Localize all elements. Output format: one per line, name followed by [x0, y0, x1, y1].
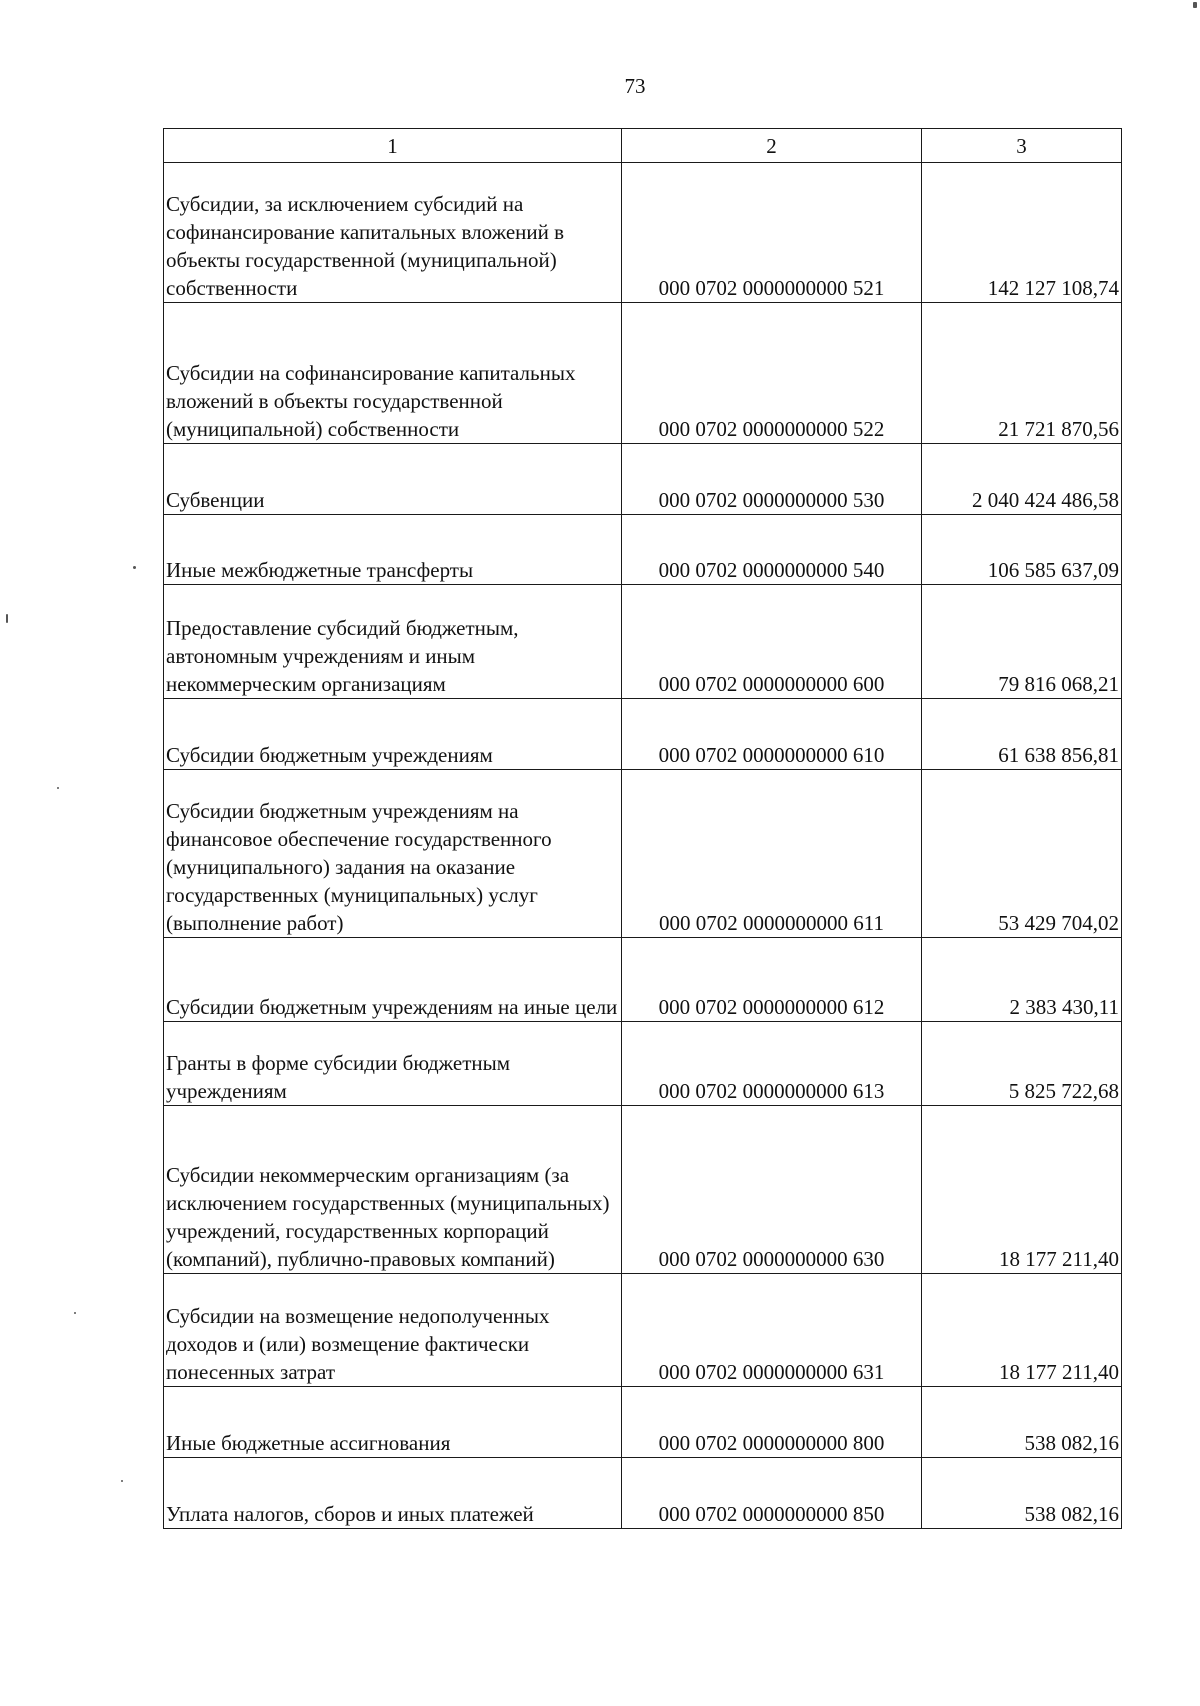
row-name: Субсидии бюджетным учреждениям на иные цели: [164, 938, 622, 1022]
row-amount: 18 177 211,40: [922, 1106, 1122, 1274]
table-row: [164, 163, 1122, 303]
table-row: [164, 444, 1122, 515]
table-row: [164, 1022, 1122, 1106]
row-code: 000 0702 0000000000 611: [622, 770, 922, 938]
row-code: 000 0702 0000000000 800: [622, 1387, 922, 1458]
table-row: [164, 770, 1122, 938]
table-row: [164, 1458, 1122, 1529]
table-row: [164, 1274, 1122, 1387]
row-code: 000 0702 0000000000 610: [622, 699, 922, 770]
row-name: Субсидии на возмещение недополученных доходов и (или) возмещение фактически понесенных затрат: [164, 1274, 622, 1387]
row-code: 000 0702 0000000000 630: [622, 1106, 922, 1274]
row-amount: 142 127 108,74: [922, 163, 1122, 303]
row-amount: 21 721 870,56: [922, 303, 1122, 444]
row-name: Иные межбюджетные трансферты: [164, 515, 622, 585]
row-name: Субсидии на софинансирование капитальных вложений в объекты государственной (муниципальной) собственности: [164, 303, 622, 444]
budget-table: [163, 128, 1122, 1529]
row-code: 000 0702 0000000000 850: [622, 1458, 922, 1529]
table-row: [164, 1387, 1122, 1458]
table-row: [164, 515, 1122, 585]
table-header-row: [164, 129, 1122, 163]
row-code: 000 0702 0000000000 600: [622, 585, 922, 699]
row-name: Предоставление субсидий бюджетным, автономным учреждениям и иным некоммерческим организациям: [164, 585, 622, 699]
table-row: [164, 938, 1122, 1022]
table-row: [164, 1106, 1122, 1274]
row-amount: 538 082,16: [922, 1458, 1122, 1529]
column-header-1: 1: [164, 129, 622, 163]
column-header-2: 2: [622, 129, 922, 163]
row-amount: 53 429 704,02: [922, 770, 1122, 938]
row-amount: 106 585 637,09: [922, 515, 1122, 585]
row-amount: 2 383 430,11: [922, 938, 1122, 1022]
scan-speck: [57, 787, 59, 789]
row-amount: 61 638 856,81: [922, 699, 1122, 770]
row-code: 000 0702 0000000000 631: [622, 1274, 922, 1387]
row-code: 000 0702 0000000000 612: [622, 938, 922, 1022]
row-code: 000 0702 0000000000 530: [622, 444, 922, 515]
row-code: 000 0702 0000000000 521: [622, 163, 922, 303]
row-name: Уплата налогов, сборов и иных платежей: [164, 1458, 622, 1529]
row-amount: 2 040 424 486,58: [922, 444, 1122, 515]
row-name: Иные бюджетные ассигнования: [164, 1387, 622, 1458]
row-code: 000 0702 0000000000 522: [622, 303, 922, 444]
row-amount: 5 825 722,68: [922, 1022, 1122, 1106]
row-name: Субвенции: [164, 444, 622, 515]
row-amount: 79 816 068,21: [922, 585, 1122, 699]
row-name: Субсидии бюджетным учреждениям: [164, 699, 622, 770]
column-header-3: 3: [922, 129, 1122, 163]
table-row: [164, 699, 1122, 770]
row-name: Субсидии некоммерческим организациям (за исключением государственных (муниципальных) учреждений, государственных корпораций (компаний), публично-правовых компаний): [164, 1106, 622, 1274]
scan-speck: [74, 1312, 76, 1314]
page-number: 73: [624, 74, 646, 98]
table-row: [164, 585, 1122, 699]
scan-speck: [121, 1480, 123, 1482]
row-code: 000 0702 0000000000 540: [622, 515, 922, 585]
row-name: Субсидии, за исключением субсидий на софинансирование капитальных вложений в объекты государственной (муниципальной) собственности: [164, 163, 622, 303]
row-amount: 18 177 211,40: [922, 1274, 1122, 1387]
scan-speck: [133, 566, 136, 569]
row-amount: 538 082,16: [922, 1387, 1122, 1458]
scan-speck: [1193, 2, 1197, 8]
row-name: Субсидии бюджетным учреждениям на финансовое обеспечение государственного (муниципального) задания на оказание государственных (муниципальных) услуг (выполнение работ): [164, 770, 622, 938]
row-code: 000 0702 0000000000 613: [622, 1022, 922, 1106]
row-name: Гранты в форме субсидии бюджетным учреждениям: [164, 1022, 622, 1106]
table-row: [164, 303, 1122, 444]
scan-speck: [6, 614, 8, 623]
